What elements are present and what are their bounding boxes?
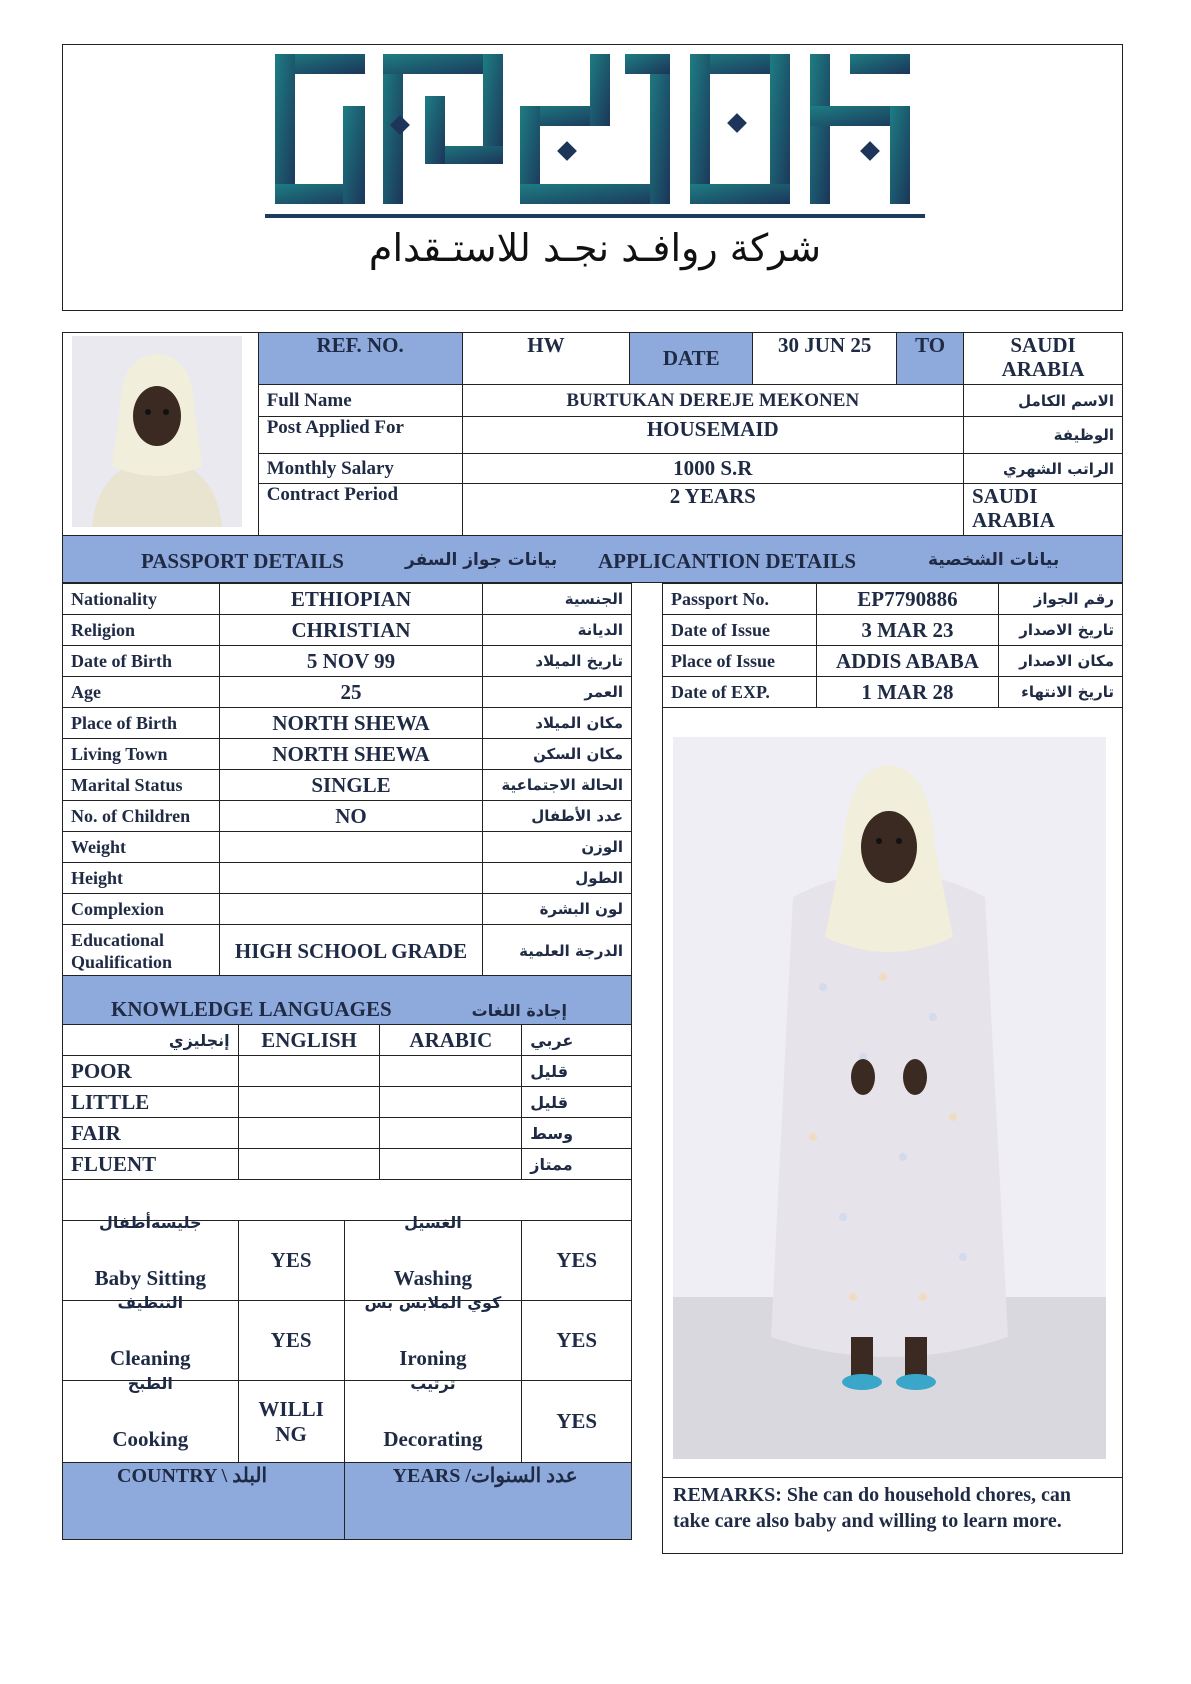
- personal-label: Religion: [63, 615, 220, 646]
- personal-ar: مكان السكن: [483, 739, 632, 770]
- skill-cell: [344, 1292, 522, 1381]
- skill-ar: الطبخ: [127, 1373, 173, 1393]
- passport-label: Place of Issue: [663, 646, 817, 677]
- lang-col-english: ENGLISH: [238, 1025, 380, 1056]
- country-label: COUNTRY \ البلد: [63, 1463, 345, 1540]
- personal-value: HIGH SCHOOL GRADE: [219, 925, 482, 977]
- personal-value: ETHIOPIAN: [219, 584, 482, 615]
- passport-label: Date of EXP.: [663, 677, 817, 708]
- logo-divider: [265, 214, 925, 218]
- passport-ar: رقم الجواز: [999, 584, 1123, 615]
- languages-table: [62, 975, 632, 1540]
- post-value: HOUSEMAID: [462, 417, 964, 454]
- skill-value: WILLI NG: [238, 1381, 344, 1463]
- personal-ar: الوزن: [483, 832, 632, 863]
- info-table: [62, 332, 1123, 536]
- skill-en: Baby Sitting: [94, 1265, 207, 1290]
- lang-level: FLUENT: [63, 1149, 239, 1180]
- languages-title-ar: إجادة اللغات: [471, 1001, 568, 1020]
- to-label: TO: [897, 333, 964, 385]
- skill-ar: الغسيل: [404, 1212, 462, 1232]
- lang-arabic-cell: [380, 1087, 522, 1118]
- lang-level: FAIR: [63, 1118, 239, 1149]
- personal-label: Educational Qualification: [63, 925, 220, 977]
- contract-value: 2 YEARS: [462, 484, 964, 536]
- lang-english-cell: [238, 1118, 380, 1149]
- lang-col-right-ar: عربي: [522, 1025, 632, 1056]
- contract-country: SAUDI ARABIA: [964, 484, 1123, 536]
- salary-label: Monthly Salary: [258, 454, 462, 484]
- languages-header: [63, 976, 632, 1025]
- lang-col-left-ar: إنجليزي: [63, 1025, 239, 1056]
- lang-level-ar: وسط: [522, 1118, 632, 1149]
- personal-label: Marital Status: [63, 770, 220, 801]
- salary-value: 1000 S.R: [462, 454, 964, 484]
- skill-value: YES: [238, 1301, 344, 1381]
- passport-value: EP7790886: [816, 584, 999, 615]
- personal-value: NORTH SHEWA: [219, 739, 482, 770]
- passport-value: ADDIS ABABA: [816, 646, 999, 677]
- passport-ar: مكان الاصدار: [999, 646, 1123, 677]
- passport-value: 1 MAR 28: [816, 677, 999, 708]
- personal-ar: عدد الأطفال: [483, 801, 632, 832]
- date-value: 30 JUN 25: [753, 333, 897, 385]
- lang-level: LITTLE: [63, 1087, 239, 1118]
- personal-label: Place of Birth: [63, 708, 220, 739]
- personal-value: [219, 894, 482, 925]
- passport-details-title: PASSPORT DETAILS: [141, 549, 344, 573]
- personal-value: NO: [219, 801, 482, 832]
- lang-english-cell: [238, 1087, 380, 1118]
- skill-cell: [63, 1373, 239, 1463]
- lang-level-ar: قليل: [522, 1087, 632, 1118]
- personal-ar: مكان الميلاد: [483, 708, 632, 739]
- skill-value: YES: [522, 1381, 632, 1463]
- skill-cell: [344, 1373, 522, 1463]
- personal-value: SINGLE: [219, 770, 482, 801]
- ref-label: REF. NO.: [258, 333, 462, 385]
- personal-label: No. of Children: [63, 801, 220, 832]
- lang-level-ar: ممتاز: [522, 1149, 632, 1180]
- company-name: شركة روافـد نجـد للاستـقدام: [368, 226, 822, 270]
- skill-value: YES: [522, 1301, 632, 1381]
- passport-details-title-ar: بيانات جواز السفر: [405, 550, 558, 570]
- personal-label: Height: [63, 863, 220, 894]
- lang-arabic-cell: [380, 1118, 522, 1149]
- languages-title: KNOWLEDGE LANGUAGES: [111, 997, 392, 1021]
- salary-ar: الراتب الشهري: [964, 454, 1123, 484]
- years-label: YEARS /عدد السنوات: [344, 1463, 631, 1540]
- contract-label: Contract Period: [258, 484, 462, 536]
- full-body-photo: [673, 737, 1106, 1459]
- personal-label: Living Town: [63, 739, 220, 770]
- personal-ar: الديانة: [483, 615, 632, 646]
- full-name-label: Full Name: [258, 385, 462, 417]
- passport-label: Passport No.: [663, 584, 817, 615]
- photo-cell: [63, 333, 259, 536]
- post-ar: الوظيفة: [964, 417, 1123, 454]
- remarks: REMARKS: She can do household chores, can take care also baby and willing to learn more.: [662, 1477, 1123, 1554]
- company-logo: [265, 46, 925, 222]
- personal-value: [219, 863, 482, 894]
- personal-value: [219, 832, 482, 863]
- lang-level: POOR: [63, 1056, 239, 1087]
- lang-arabic-cell: [380, 1056, 522, 1087]
- personal-table: [62, 583, 632, 977]
- skill-en: Washing: [393, 1265, 473, 1290]
- skill-en: Ironing: [399, 1345, 467, 1370]
- skill-en: Decorating: [383, 1426, 483, 1451]
- passport-ar: تاريخ الاصدار: [999, 615, 1123, 646]
- lang-arabic-cell: [380, 1149, 522, 1180]
- skill-ar: التنظيف: [117, 1292, 184, 1312]
- skill-value: YES: [522, 1221, 632, 1301]
- passport-label: Date of Issue: [663, 615, 817, 646]
- personal-ar: تاريخ الميلاد: [483, 646, 632, 677]
- personal-ar: الدرجة العلمية: [483, 925, 632, 977]
- personal-label: Date of Birth: [63, 646, 220, 677]
- personal-ar: الحالة الاجتماعية: [483, 770, 632, 801]
- full-name-value: BURTUKAN DEREJE MEKONEN: [462, 385, 964, 417]
- skill-ar: جليسةأطفال: [99, 1212, 202, 1232]
- post-label: Post Applied For: [258, 417, 462, 454]
- personal-ar: لون البشرة: [483, 894, 632, 925]
- passport-ar: تاريخ الانتهاء: [999, 677, 1123, 708]
- personal-value: CHRISTIAN: [219, 615, 482, 646]
- personal-label: Weight: [63, 832, 220, 863]
- skill-cell: [63, 1212, 239, 1301]
- personal-label: Complexion: [63, 894, 220, 925]
- personal-value: 5 NOV 99: [219, 646, 482, 677]
- skill-ar: كوي الملابس بس: [364, 1292, 502, 1312]
- skill-en: Cooking: [112, 1426, 189, 1451]
- personal-value: 25: [219, 677, 482, 708]
- personal-label: Age: [63, 677, 220, 708]
- to-value: SAUDI ARABIA: [964, 333, 1123, 385]
- skill-en: Cleaning: [110, 1345, 191, 1370]
- skill-value: YES: [238, 1221, 344, 1301]
- skill-ar: ترتيب: [410, 1373, 456, 1393]
- skill-cell: [344, 1212, 522, 1301]
- personal-label: Nationality: [63, 584, 220, 615]
- passport-table: [662, 583, 1123, 708]
- date-label: DATE: [630, 333, 753, 385]
- lang-english-cell: [238, 1149, 380, 1180]
- application-details-title: APPLICANTION DETAILS: [598, 549, 857, 573]
- personal-ar: العمر: [483, 677, 632, 708]
- lang-level-ar: قليل: [522, 1056, 632, 1087]
- personal-value: NORTH SHEWA: [219, 708, 482, 739]
- lang-col-arabic: ARABIC: [380, 1025, 522, 1056]
- lang-english-cell: [238, 1056, 380, 1087]
- personal-ar: الطول: [483, 863, 632, 894]
- application-details-title-ar: بيانات الشخصية: [928, 550, 1060, 570]
- ref-value: HW: [462, 333, 630, 385]
- section-banner: [62, 536, 1123, 583]
- full-name-ar: الاسم الكامل: [964, 385, 1123, 417]
- personal-ar: الجنسية: [483, 584, 632, 615]
- passport-value: 3 MAR 23: [816, 615, 999, 646]
- skill-cell: [63, 1292, 239, 1381]
